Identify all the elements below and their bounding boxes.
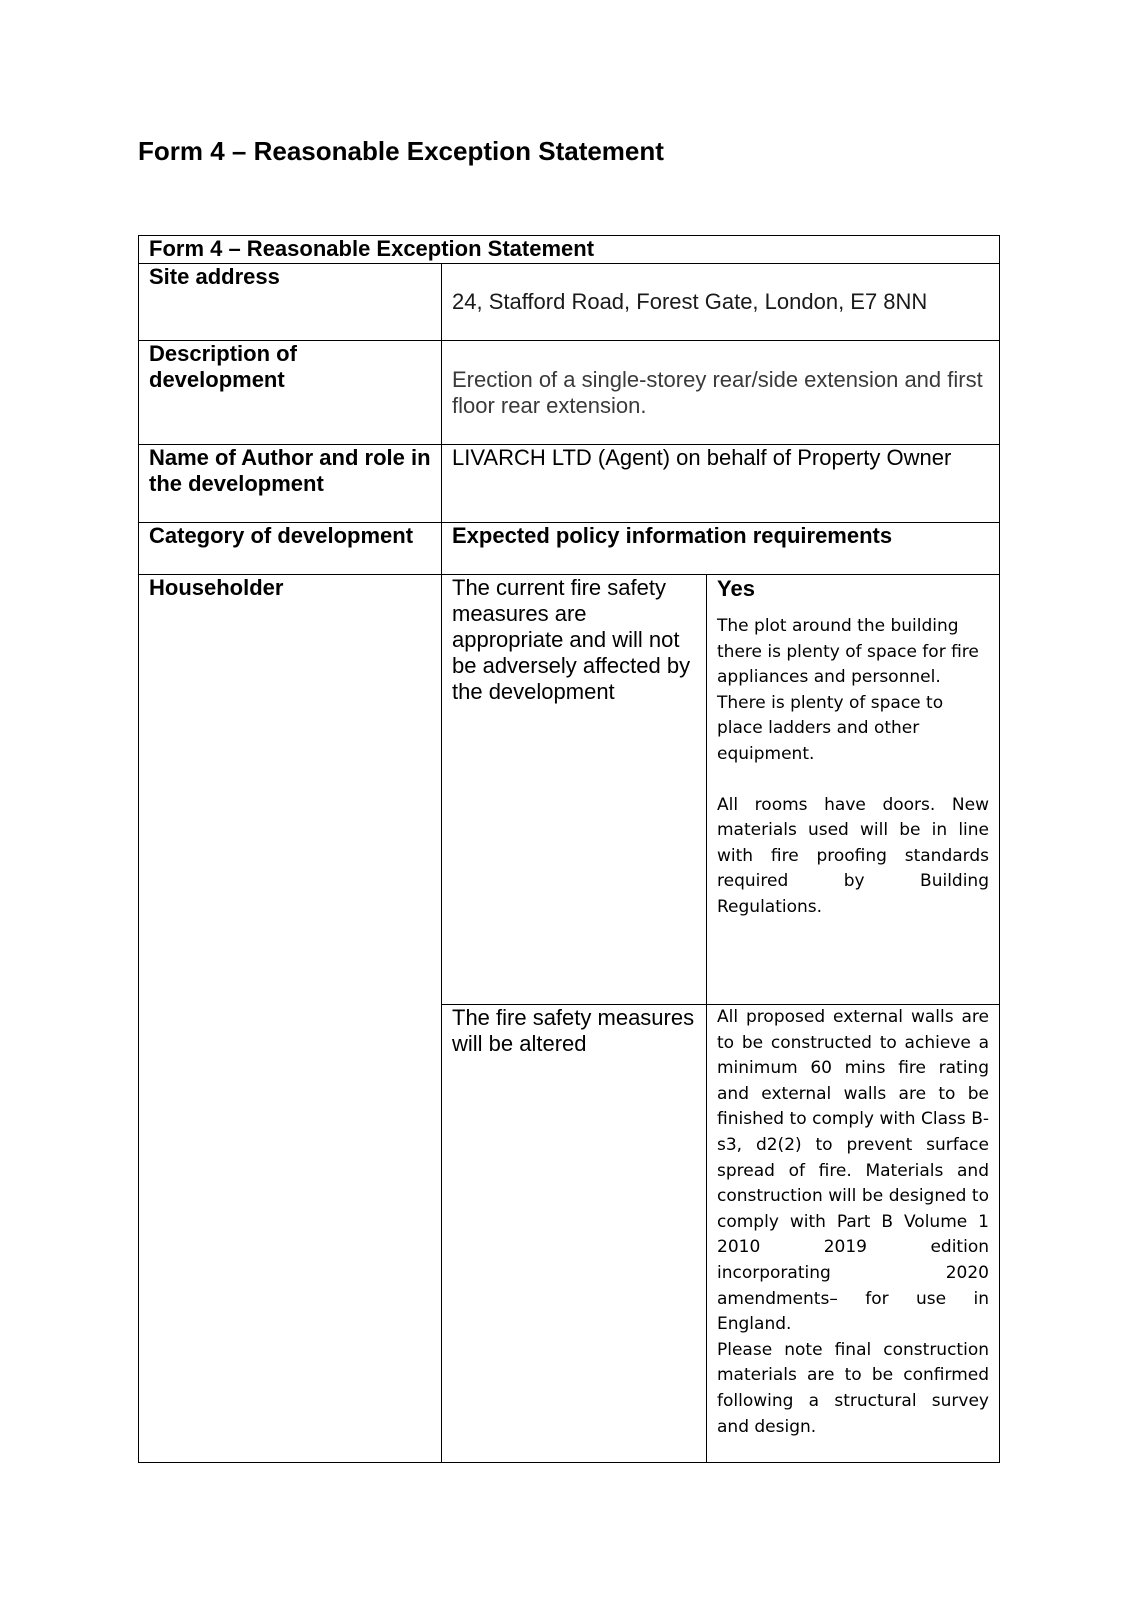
measure-1-text-b: All rooms have doors. New materials used will be in line with fire proofing standards required by Building Regulations. xyxy=(717,794,989,917)
measure-2-text-a: All proposed external walls are to be constructed to achieve a minimum 60 mins fire rating and external walls are to be finished to comply with Class B-s3, d2(2) to prevent surface spread of fire. Materials and construction will be designed to comply with Part B Volume 1 2010 2019 edition incorporating 2020 amendments– for use in England. xyxy=(717,1007,989,1335)
measure-2-cell: The fire safety measures will be altered xyxy=(442,1005,707,1463)
site-address-value: 24, Stafford Road, Forest Gate, London, E7 8NN xyxy=(442,264,1000,341)
table-header: Form 4 – Reasonable Exception Statement xyxy=(139,236,1000,264)
measure-2-answer-cell xyxy=(707,1005,1000,1463)
author-value: LIVARCH LTD (Agent) on behalf of Property Owner xyxy=(442,445,1000,523)
measure-1-answer-cell xyxy=(707,575,1000,1005)
category-label: Category of development xyxy=(139,523,442,575)
measure-2-text-b: Please note final construction materials are to be confirmed following a structural survey and design. xyxy=(717,1339,989,1437)
description-value: Erection of a single-storey rear/side extension and first floor rear extension. xyxy=(442,341,1000,445)
measure-1-text-a: The plot around the building there is plenty of space for fire appliances and personnel. There is plenty of space to place ladders and other equipment. xyxy=(717,616,979,764)
author-label: Name of Author and role in the development xyxy=(139,445,442,523)
page-title: Form 4 – Reasonable Exception Statement xyxy=(138,136,664,166)
requirements-label: Expected policy information requirements xyxy=(442,523,1000,575)
measure-1-cell: The current fire safety measures are appropriate and will not be adversely affected by the development xyxy=(442,575,707,1005)
description-label: Description of development xyxy=(139,341,442,445)
site-address-label: Site address xyxy=(139,264,442,341)
reasonable-exception-table xyxy=(138,235,1000,1463)
answer-yes: Yes xyxy=(717,576,755,601)
householder-label: Householder xyxy=(139,575,442,1463)
